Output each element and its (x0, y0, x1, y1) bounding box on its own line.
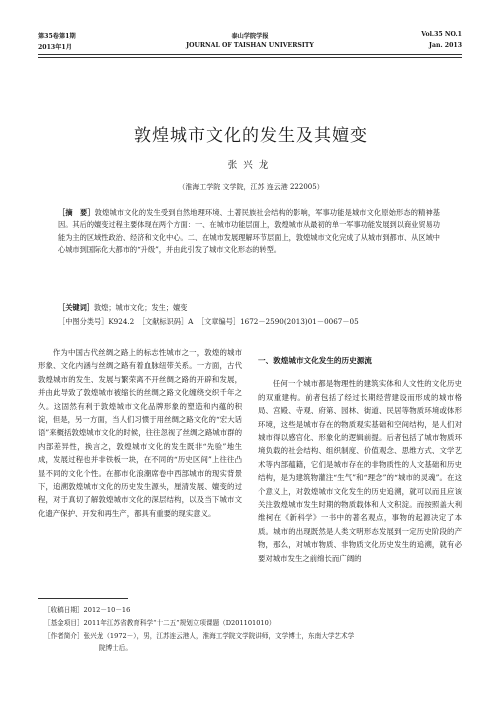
abstract-text: 敦煌城市文化的发生受到自然地理环境、土著民族社会结构的影响，军事功能是城市文化原始形态的精神基因。其后的嬗变过程主要体现在两个方面：一、在城市功能层面上，敦煌城市从最初的单一军事功能发展到以商业贸易功能为主的区域性政治、经济和文化中心。二、在城市发展理解环节层面上，敦煌城市文化完成了从城市到都市、从区域中心城市到国际化大都市的“升级”，并由此引发了城市文化形态的转型。 (58, 208, 440, 255)
author-affiliation: （淮海工学院 文学院，江苏 连云港 222005） (178, 183, 324, 191)
article-author: 张兴龙 (227, 160, 275, 171)
body-paragraph: 作为中国古代丝绸之路上的标志性城市之一，敦煌的城市形象、文化内涵与丝绸之路有着血脉纽带关系。一方面，古代敦煌城市的发生、发展与繁荣离不开丝绸之路的开辟和发展，并由此导致了敦煌城市被缩长的丝绸之路文化缠绕交织千年之久。这固然有利于敦煌城市文化品牌形象的塑造和内蕴的积淀，但是，另一方面，当人们习惯于用丝绸之路文化的“宏大话语”来概括敦煌城市文化的时候，往往忽视了丝绸之路城市群的内部差异性，换言之，敦煌城市文化的发生既非“先验”地生成，发展过程也并非铁板一块，在不同的“历史区间”上往往凸显不同的文化个性。在都市化浪潮席卷中西部城市的现实背景下，追溯敦煌城市文化的历史发生源头，厘清发展、嬗变的过程，对于真切了解敦煌城市文化的深层结构，以及当下城市文化遗产保护、开发和再生产，都具有重要的现实意义。 (38, 348, 242, 518)
journal-name-en: JOURNAL OF TAISHAN UNIVERSITY (186, 42, 314, 49)
footnote-rule (38, 598, 128, 599)
footnote-author-bio: ［作者简介］张兴龙（1972－），男，江苏连云港人，淮海工学院文学院讲师，文学博士，东南大学艺术学 (44, 632, 355, 640)
journal-name-cn: 泰山学院学报 (231, 33, 269, 40)
body-column-left (38, 346, 242, 520)
footnote-fund: ［基金项目］2011年江苏省教育科学“十二五”规划立项课题（D201101010） (44, 619, 276, 627)
footnote-author-bio-cont: 院博士后。 (99, 644, 132, 652)
footnote-received: ［收稿日期］2012－10－16 (44, 606, 131, 614)
abstract-label: ［摘 要］ (58, 208, 95, 217)
abstract (58, 207, 440, 257)
volume-issue-cn: 第35卷第1期 (38, 33, 76, 40)
volume-issue-en: Vol.35 NO.1 (421, 31, 462, 38)
issue-date-cn: 2013年1月 (38, 44, 72, 51)
keywords-text: 敦煌；城市文化；发生；嬗变 (93, 303, 188, 312)
running-header (38, 31, 462, 55)
keywords-label: ［关键词］ (58, 303, 94, 312)
body-column-right (258, 346, 462, 565)
header-rule-thin (38, 57, 462, 58)
issue-date-en: Jan. 2013 (429, 42, 462, 49)
keywords (58, 303, 187, 313)
article-title: 敦煌城市文化的发生及其嬗变 (134, 126, 368, 146)
classification-line: ［中图分类号］K924.2 ［文献标识码］A ［文章编号］1672－2590(2013)01－0067－05 (58, 317, 359, 326)
body-paragraph: 任何一个城市都是物理性的建筑实体和人文性的文化历史的双重建构。前者包括了经过长期经营建设而形成的城市格局、宫殿、寺观、府第、园林、街道、民居等物质环境或体形环境，这些是城市存在的物质观实基础和空间结构，是人们对城市得以感官化、形象化的逻辑前提。后者包括了城市物质环境负载的社会结构、组织制度、价值观念、思维方式、文学艺术等内部蕴籍，它们是城市存在的非物质性的人文基础和历史结构，是为建筑物灌注“生气”和“理念”的“城市的灵魂”。在这个意义上，对敦煌城市文化发生的历史追溯，就可以而且应该关注敦煌城市发生时期的物质载体和人文积淀。而按照盖大利维柯在《新科学》一书中的著名观点，事物的起源决定了本质。城市的出现既然是人类文明形态发展到一定历史阶段的产物，那么，对城市物质、非物质文化历史发生的追溯，就有必要对城市发生之前绵长而广阔的 (258, 379, 462, 563)
section-heading: 一、敦煌城市文化发生的历史源流 (258, 356, 372, 365)
header-rule-thick (38, 54, 462, 55)
